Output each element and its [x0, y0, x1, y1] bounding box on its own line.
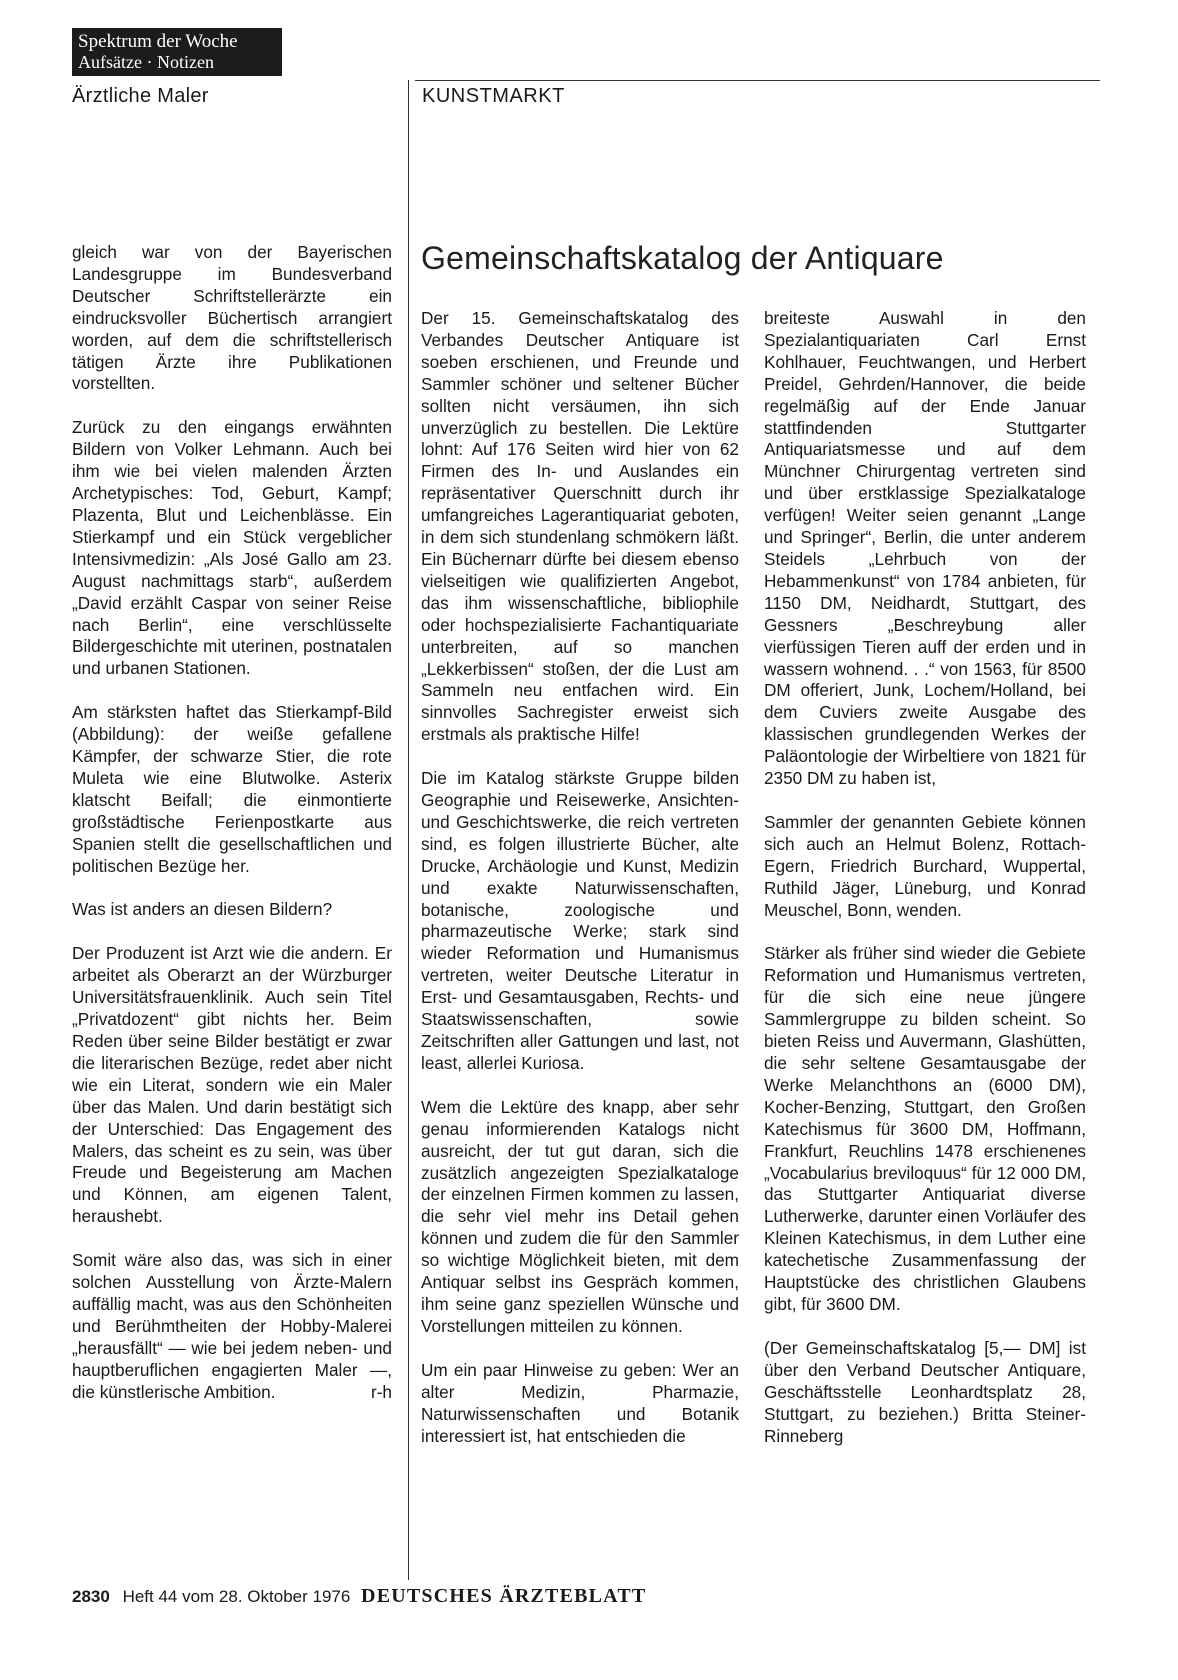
page-footer	[72, 1585, 646, 1608]
middle-paragraph: Die im Katalog stärkste Gruppe bilden Geographie und Reisewerke, Ansichten- und Geschichtswerke, die reich vertreten sind, es folgen illustrierte Bücher, alte Drucke, Archäologie und Kunst, Medizin und exakte Naturwissenschaften, botanische, zoologische und pharmazeutische Werke; stark sind wieder Reformation und Humanismus vertreten, weiter Deutsche Literatur in Erst- und Gesamtausgaben, Rechts- und Staatswissenschaften, sowie Zeitschriften aller Gattungen und last, not least, allerlei Kuriosa.	[421, 768, 739, 1073]
left-paragraph: Am stärksten haftet das Stierkampf-Bild (Abbildung): der weiße gefallene Kämpfer, der schwarze Stier, die rote Muleta wie eine Blutwolke. Asterix klatscht Beifall; die einmontierte großstädtische Ferienpostkarte aus Spanien stellt die gesellschaftlichen und politischen Bezüge her.	[72, 702, 392, 876]
journal-name: DEUTSCHES ÄRZTEBLATT	[361, 1585, 647, 1607]
middle-paragraph: Der 15. Gemeinschaftskatalog des Verbandes Deutscher Antiquare ist soeben erschienen, und Freunde und Sammler schöner und seltener Bücher sollten nicht versäumen, ihn sich unverzüglich zu bestellen. Die Lektüre lohnt: Auf 176 Seiten wird hier von 62 Firmen des In- und Auslandes ein repräsentativer Querschnitt durch ihr umfangreiches Lagerantiquariat geboten, in dem sich stundenlang schmökern läßt. Ein Büchernarr dürfte bei diesem ebenso vielseitigen wie qualifizierten Angebot, das ihm wissenschaftliche, bibliophile oder hochspezialisierte Fachantiquariate unterbreiten, auf so manchen „Lekkerbissen“ stoßen, der die Lust am Sammeln neu entfachen wird. Ein sinnvolles Sachregister erweist sich erstmals als praktische Hilfe!	[421, 308, 739, 745]
right-paragraph: breiteste Auswahl in den Spezialantiquariaten Carl Ernst Kohlhauer, Feuchtwangen, und Herbert Preidel, Gehrden/Hannover, die beide regelmäßig auf der Ende Januar stattfindenden Stuttgarter Antiquariatsmesse und auf dem Münchner Chirurgentag vertreten sind und über erstklassige Spezialkataloge verfügen! Weiter seien genannt „Lange und Springer“, Berlin, die unter anderem Steidels „Lehrbuch von der Hebammenkunst“ von 1784 anbieten, für 1150 DM, Neidhardt, Stuttgart, des Gessners „Beschreybung aller vierfüssigen Tieren auff der erden und in wassern wohnend. . .“ von 1563, für 8500 DM offeriert, Junk, Lochem/Holland, bei dem Cuviers zweite Ausgabe des klassischen grundlegenden Werkes der Paläontologie der Wirbeltiere von 1821 für 2350 DM zu haben ist,	[764, 308, 1086, 789]
column-divider	[408, 80, 409, 1580]
badge-line-2: Aufsätze · Notizen	[78, 52, 214, 72]
left-paragraph-last	[72, 1250, 392, 1403]
top-rule	[415, 80, 1100, 81]
issue-info: Heft 44 vom 28. Oktober 1976	[122, 1587, 351, 1606]
right-paragraph: (Der Gemeinschaftskatalog [5,— DM] ist über den Verband Deutscher Antiquare, Geschäftsstelle Leonhardtsplatz 28, Stuttgart, zu beziehen.) Britta Steiner-Rinneberg	[764, 1337, 1086, 1446]
middle-paragraph: Wem die Lektüre des knapp, aber sehr genau informierenden Katalogs nicht ausreicht, der tut gut daran, sich die zusätzlich angezeigten Spezialkataloge der einzelnen Firmen kommen zu lassen, die sehr viel mehr ins Detail gehen können und zudem die für den Sammler so wichtige Möglichkeit bieten, mit dem Antiquar selbst ins Gespräch kommen, ihm seine ganz speziellen Wünsche und Vorstellungen mitteilen zu können.	[421, 1096, 739, 1336]
left-paragraph: Zurück zu den eingangs erwähnten Bildern von Volker Lehmann. Auch bei ihm wie bei vielen malenden Ärzten Archetypisches: Tod, Geburt, Kampf; Plazenta, Blut und Leichenblässe. Ein Stierkampf und ein Stück vergeblicher Intensivmedizin: „Als José Gallo am 23. August nachmittags starb“, außerdem „David erzählt Caspar von seiner Reise nach Berlin“, eine verschlüsselte Bildergeschichte mit uterinen, postnatalen und urbanen Stationen.	[72, 417, 392, 679]
left-paragraph: gleich war von der Bayerischen Landesgruppe im Bundesverband Deutscher Schriftstellerärzte ein eindrucksvoller Büchertisch arrangiert worden, auf dem die schriftstellerisch tätigen Ärzte ihre Publikationen vorstellten.	[72, 242, 392, 394]
page-number: 2830	[72, 1587, 110, 1606]
middle-column	[421, 308, 739, 1469]
left-paragraph: Der Produzent ist Arzt wie die andern. Er arbeitet als Oberarzt an der Würzburger Universitätsfrauenklinik. Auch sein Titel „Privatdozent“ gibt nichts her. Beim Reden über seine Bilder bestätigt er zwar die literarischen Bezüge, redet aber nicht wie ein Literat, sondern wie ein Maler über das Malen. Und darin bestätigt sich der Unterschied: Das Engagement des Malers, das scheint es zu sein, was über Freude und Begeisterung am Machen und Können, am eigenen Talent, heraushebt.	[72, 943, 392, 1227]
right-column	[764, 308, 1086, 1469]
middle-paragraph: Um ein paar Hinweise zu geben: Wer an alter Medizin, Pharmazie, Naturwissenschaften und Botanik interessiert ist, hat entschieden die	[421, 1359, 739, 1446]
section-badge	[72, 28, 282, 76]
article-headline: Gemeinschaftskatalog der Antiquare	[421, 240, 944, 276]
badge-line-1: Spektrum der Woche	[78, 31, 238, 52]
right-paragraph: Sammler der genannten Gebiete können sich auch an Helmut Bolenz, Rottach-Egern, Friedrich Burchard, Wuppertal, Ruthild Jäger, Lüneburg, und Konrad Meuschel, Bonn, wenden.	[764, 811, 1086, 920]
left-section-title: Ärztliche Maler	[72, 85, 209, 107]
left-paragraph: Was ist anders an diesen Bildern?	[72, 899, 333, 920]
right-paragraph: Stärker als früher sind wieder die Gebiete Reformation und Humanismus vertreten, für die sich eine neue jüngere Sammlergruppe zu bilden scheint. So bieten Reiss und Auvermann, Glashütten, die sehr seltene Gesamtausgabe der Werke Melanchthons an (6000 DM), Kocher-Benzing, Stuttgart, den Großen Katechismus für 3600 DM, Hoffmann, Frankfurt, Reuchlins 1478 erschienenes „Vocabularius breviloquus“ für 12 000 DM, das Stuttgarter Antiquariat diverse Lutherwerke, darunter einen Vorläufer des Kleinen Katechismus, in dem Luther eine katechetische Zusammenfassung der Hauptstücke des christlichen Glaubens gibt, für 3600 DM.	[764, 943, 1086, 1314]
author-signature: r-h	[370, 1381, 392, 1402]
left-column	[72, 242, 392, 1404]
right-section-title: KUNSTMARKT	[422, 85, 565, 107]
left-paragraph-last-text: Somit wäre also das, was sich in einer solchen Ausstellung von Ärzte-Malern auffällig macht, was aus den Schönheiten und Berühmtheiten der Hobby-Malerei „herausfällt“ — wie bei jedem neben- und hauptberuflichen engagierten Maler —, die künstlerische Ambition.	[72, 1250, 392, 1402]
